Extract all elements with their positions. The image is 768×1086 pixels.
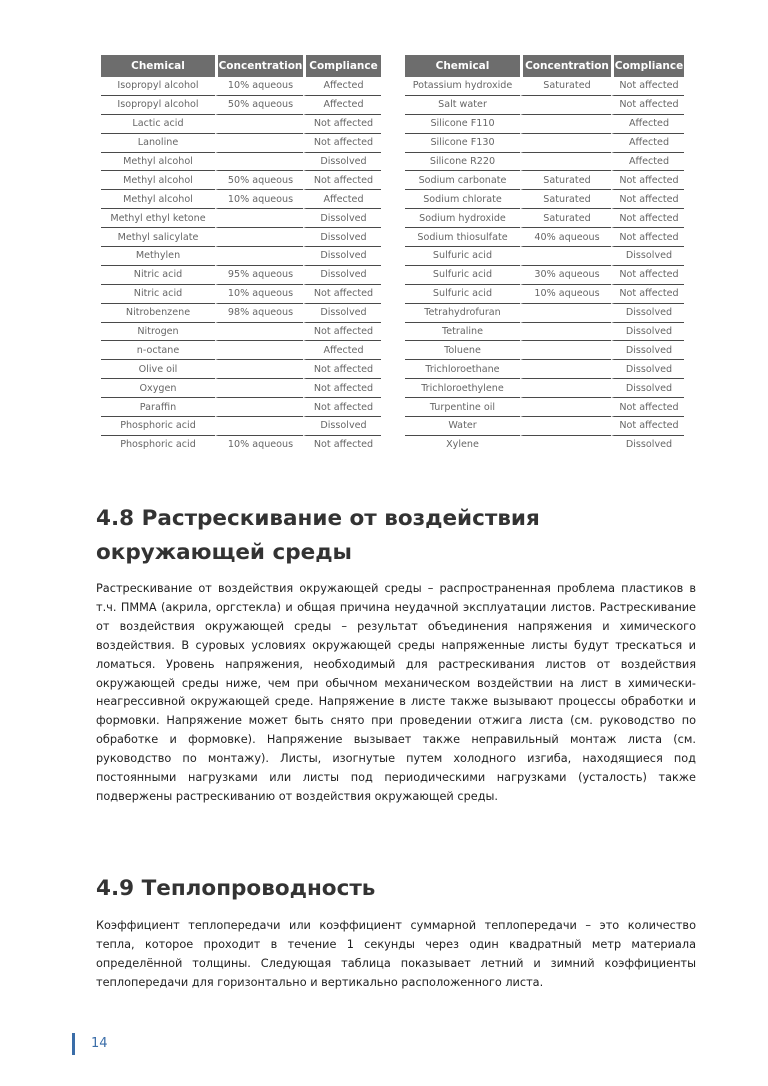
table-row [405, 379, 684, 398]
compliance-cell: Not affected [303, 379, 381, 398]
concentration-cell: 50% aqueous [215, 171, 303, 190]
compliance-cell: Not affected [611, 417, 684, 436]
chemical-cell: Sodium chlorate [405, 190, 520, 209]
table-row [101, 115, 381, 134]
concentration-cell [520, 360, 611, 379]
table-row [101, 171, 381, 190]
concentration-cell [215, 247, 303, 266]
concentration-cell: 10% aqueous [215, 190, 303, 209]
compliance-cell: Not affected [303, 360, 381, 379]
concentration-cell [520, 134, 611, 153]
table-row [405, 304, 684, 323]
compliance-cell: Not affected [303, 115, 381, 134]
compliance-cell: Not affected [611, 96, 684, 115]
chemical-cell: Oxygen [101, 379, 215, 398]
table-row [101, 134, 381, 153]
chemical-cell: Sodium hydroxide [405, 209, 520, 228]
table-row [405, 360, 684, 379]
compliance-cell: Not affected [611, 77, 684, 96]
compliance-cell: Not affected [303, 398, 381, 417]
table-row [405, 323, 684, 342]
chemical-cell: Tetrahydrofuran [405, 304, 520, 323]
concentration-cell [215, 115, 303, 134]
concentration-cell: 98% aqueous [215, 304, 303, 323]
concentration-cell: 10% aqueous [215, 77, 303, 96]
compliance-cell: Not affected [611, 228, 684, 247]
concentration-cell [520, 341, 611, 360]
table-row [101, 247, 381, 266]
concentration-cell: 10% aqueous [215, 436, 303, 454]
chemical-cell: Nitrogen [101, 323, 215, 342]
concentration-cell [520, 379, 611, 398]
table-row [405, 436, 684, 454]
compliance-cell: Not affected [611, 190, 684, 209]
table-header-row [405, 55, 684, 77]
chemical-cell: Sodium thiosulfate [405, 228, 520, 247]
compliance-cell: Not affected [303, 323, 381, 342]
compliance-cell: Affected [303, 77, 381, 96]
compliance-cell: Dissolved [611, 379, 684, 398]
chemical-cell: Sulfuric acid [405, 247, 520, 266]
table-row [405, 77, 684, 96]
chemical-cell: Methyl alcohol [101, 171, 215, 190]
table-row [405, 341, 684, 360]
column-header-chemical: Chemical [405, 55, 520, 77]
compliance-cell: Dissolved [303, 417, 381, 436]
compliance-cell: Not affected [611, 171, 684, 190]
compliance-cell: Dissolved [611, 341, 684, 360]
table-row [101, 209, 381, 228]
table-row [101, 398, 381, 417]
concentration-cell: Saturated [520, 171, 611, 190]
section-body-4-8: Растрескивание от воздействия окружающей среды – распространенная проблема пластиков в т.ч. ПММА (акрила, оргстекла) и общая причина неудачной эксплуатации листов. Растрескивание от воздействия окружающей среды – результат объединения напряжения и химического воздействия. В суровых условиях окружающей среды напряженные листы будут трескаться и ломаться. Уровень напряжения, необходимый для растрескивания листов от воздействия окружающей среды ниже, чем при обычном механическом воздействии на лист в химически-неагрессивной окружающей среде. Напряжение в листе также вызывают процессы обработки и формовки. Напряжение может быть снято при проведении отжига листа (см. руководство по обработке и формовке). Напряжение вызывает также неправильный монтаж листа (см. руководство по монтажу). Листы, изогнутые путем холодного изгиба, находящиеся под постоянными нагрузками или листы под периодическими нагрузками (усталость) также подвержены растрескиванию от воздействия окружающей среды. [96, 582, 696, 803]
concentration-cell: 10% aqueous [520, 285, 611, 304]
table-row [101, 190, 381, 209]
table-row [405, 96, 684, 115]
column-header-concentration: Concentration [215, 55, 303, 77]
concentration-cell: 95% aqueous [215, 266, 303, 285]
table-row [405, 134, 684, 153]
table-header-row [101, 55, 381, 77]
chemical-cell: Methyl ethyl ketone [101, 209, 215, 228]
table-row [405, 153, 684, 172]
concentration-cell: 40% aqueous [520, 228, 611, 247]
concentration-cell [520, 436, 611, 454]
compliance-cell: Dissolved [303, 247, 381, 266]
table-row [405, 285, 684, 304]
column-header-concentration: Concentration [520, 55, 611, 77]
table-row [405, 266, 684, 285]
chemical-cell: Sulfuric acid [405, 266, 520, 285]
chemical-cell: Methyl alcohol [101, 190, 215, 209]
compliance-cell: Not affected [303, 171, 381, 190]
chemical-cell: Xylene [446, 439, 479, 451]
concentration-cell [520, 115, 611, 134]
concentration-cell [215, 134, 303, 153]
table-row [101, 436, 381, 454]
concentration-cell [215, 228, 303, 247]
chemical-cell: Isopropyl alcohol [101, 96, 215, 115]
table-row [405, 417, 684, 436]
concentration-cell [215, 323, 303, 342]
compliance-cell: Not affected [303, 134, 381, 153]
chemical-cell: Phosphoric acid [101, 417, 215, 436]
concentration-cell [215, 209, 303, 228]
chemical-cell: Toluene [405, 341, 520, 360]
compliance-cell: Dissolved [611, 436, 684, 454]
concentration-cell [520, 247, 611, 266]
concentration-cell [215, 153, 303, 172]
chemical-cell: Phosphoric acid [120, 439, 196, 451]
table-row [405, 398, 684, 417]
compliance-cell: Affected [303, 190, 381, 209]
compliance-cell: Not affected [611, 266, 684, 285]
chemical-cell: Lactic acid [101, 115, 215, 134]
compliance-cell: Affected [611, 153, 684, 172]
compliance-cell: Dissolved [611, 304, 684, 323]
chemical-cell: Methyl salicylate [101, 228, 215, 247]
concentration-cell [215, 398, 303, 417]
chemical-cell: Sodium carbonate [405, 171, 520, 190]
chemical-cell: Paraffin [101, 398, 215, 417]
section-body-4-9: Коэффициент теплопередачи или коэффициент суммарной теплопередачи – это количество тепла, которое проходит в течение 1 секунды через один квадратный метр материала определённой толщины. Следующая таблица показывает летний и зимний коэффициенты теплопередачи для горизонтально и вертикально расположенного листа. [96, 919, 696, 989]
table-row [101, 323, 381, 342]
table-row [101, 96, 381, 115]
page-number: 14 [91, 1036, 108, 1051]
compliance-cell: Not affected [611, 285, 684, 304]
compliance-cell: Dissolved [303, 304, 381, 323]
chemical-cell: Turpentine oil [405, 398, 520, 417]
concentration-cell [520, 304, 611, 323]
column-header-compliance: Compliance [303, 55, 381, 77]
concentration-cell [520, 96, 611, 115]
table-row [101, 304, 381, 323]
table-row [101, 417, 381, 436]
chemical-cell: Sulfuric acid [405, 285, 520, 304]
section-heading-4-8: 4.8 Растрескивание от воздействия окружающей среды [96, 506, 540, 565]
concentration-cell [215, 360, 303, 379]
concentration-cell: 30% aqueous [520, 266, 611, 285]
compliance-cell: Dissolved [303, 266, 381, 285]
section-heading-4-9: 4.9 Теплопроводность [96, 876, 376, 901]
chemical-cell: Nitric acid [101, 266, 215, 285]
compliance-cell: Affected [611, 115, 684, 134]
chemical-cell: Trichloroethane [405, 360, 520, 379]
chemical-cell: Methylen [101, 247, 215, 266]
concentration-cell: 50% aqueous [215, 96, 303, 115]
compliance-cell: Dissolved [303, 209, 381, 228]
table-row [101, 285, 381, 304]
concentration-cell [520, 398, 611, 417]
table-row [405, 247, 684, 266]
compliance-cell: Dissolved [303, 153, 381, 172]
chemical-cell: Olive oil [101, 360, 215, 379]
chemical-resistance-table-right [405, 55, 684, 454]
compliance-cell: Dissolved [611, 247, 684, 266]
chemical-cell: Methyl alcohol [101, 153, 215, 172]
compliance-cell: Dissolved [611, 360, 684, 379]
concentration-cell [520, 153, 611, 172]
table-row [101, 77, 381, 96]
compliance-cell: Not affected [303, 285, 381, 304]
table-row [101, 153, 381, 172]
concentration-cell [215, 341, 303, 360]
compliance-cell: Affected [303, 341, 381, 360]
table-row [405, 209, 684, 228]
concentration-cell [520, 323, 611, 342]
chemical-cell: n-octane [101, 341, 215, 360]
concentration-cell: 10% aqueous [215, 285, 303, 304]
table-row [101, 266, 381, 285]
concentration-cell: Saturated [520, 190, 611, 209]
table-row [101, 360, 381, 379]
chemical-cell: Water [405, 417, 520, 436]
chemical-cell: Silicone F110 [405, 115, 520, 134]
column-header-chemical: Chemical [101, 55, 215, 77]
chemical-cell: Salt water [405, 96, 520, 115]
column-header-compliance: Compliance [611, 55, 684, 77]
concentration-cell: Saturated [520, 77, 611, 96]
compliance-cell: Not affected [611, 398, 684, 417]
table-row [101, 228, 381, 247]
table-row [405, 228, 684, 247]
compliance-cell: Dissolved [303, 228, 381, 247]
table-row [405, 115, 684, 134]
concentration-cell: Saturated [520, 209, 611, 228]
table-row [101, 379, 381, 398]
chemical-cell: Silicone F130 [405, 134, 520, 153]
chemical-cell: Trichloroethylene [405, 379, 520, 398]
chemical-cell: Potassium hydroxide [405, 77, 520, 96]
table-row [101, 341, 381, 360]
table-row [405, 171, 684, 190]
concentration-cell [215, 379, 303, 398]
chemical-cell: Nitrobenzene [101, 304, 215, 323]
compliance-cell: Not affected [611, 209, 684, 228]
compliance-cell: Not affected [303, 436, 381, 454]
compliance-cell: Affected [611, 134, 684, 153]
chemical-cell: Isopropyl alcohol [101, 77, 215, 96]
chemical-cell: Lanoline [101, 134, 215, 153]
chemical-cell: Nitric acid [101, 285, 215, 304]
chemical-resistance-table-left [101, 55, 381, 454]
concentration-cell [520, 417, 611, 436]
compliance-cell: Affected [303, 96, 381, 115]
footer-accent-bar [72, 1033, 75, 1055]
compliance-cell: Dissolved [611, 323, 684, 342]
table-row [405, 190, 684, 209]
chemical-cell: Tetraline [405, 323, 520, 342]
chemical-cell: Silicone R220 [405, 153, 520, 172]
concentration-cell [215, 417, 303, 436]
